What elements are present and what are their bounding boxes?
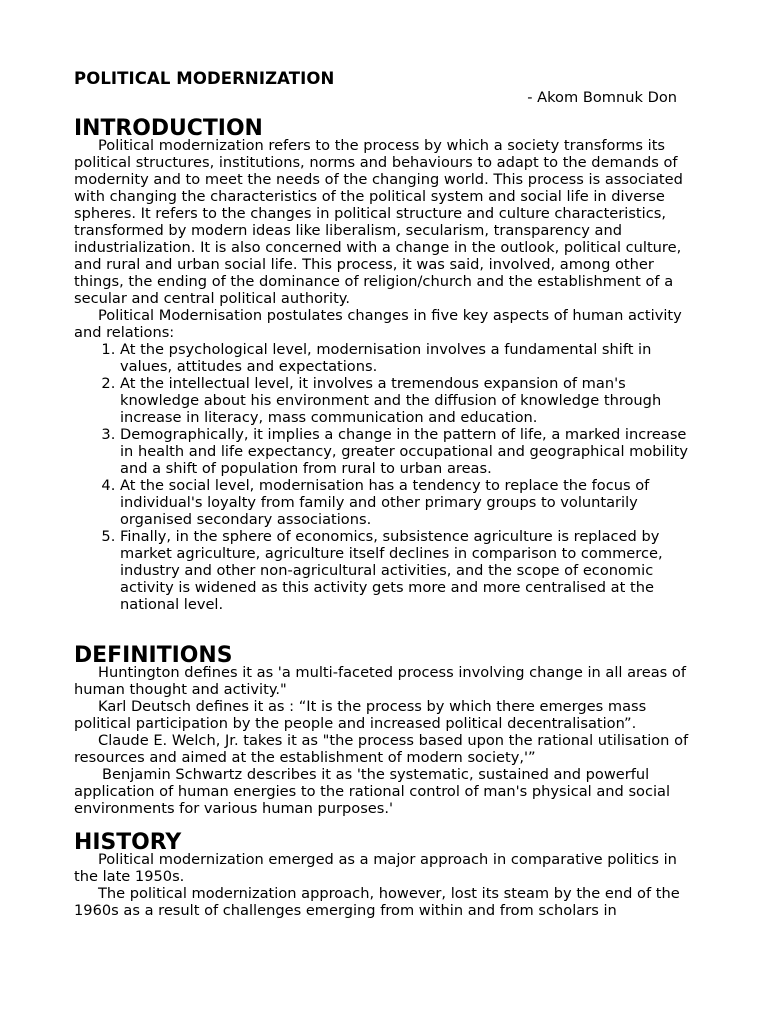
document-author: - Akom Bomnuk Don: [527, 89, 677, 106]
definition-huntington: Huntington defines it as 'a multi-faceted process involving change in all areas of human thought and activity.": [74, 664, 686, 698]
list-item: 1. At the psychological level, modernisation involves a fundamental shift in values, attitudes and expectations.: [120, 341, 704, 375]
definitions-section: [74, 643, 704, 817]
introduction-section: [74, 116, 704, 613]
list-item: 3. Demographically, it implies a change in the pattern of life, a marked increase in health and life expectancy, greater occupational and geographical mobility and a shift of population from rural to urban areas.: [120, 426, 704, 477]
definition-schwartz: Benjamin Schwartz describes it as 'the systematic, sustained and powerful application of human energies to the rational control of man's physical and social environments for various human purposes.': [74, 766, 671, 817]
history-paragraph-2: The political modernization approach, however, lost its steam by the end of the 1960s as a result of challenges emerging from within and from scholars in: [74, 885, 680, 919]
document-body: [74, 68, 704, 919]
history-paragraph-1: Political modernization emerged as a major approach in comparative politics in the late 1950s.: [74, 851, 677, 885]
definition-welch: Claude E. Welch, Jr. takes it as "the process based upon the rational utilisation of resources and aimed at the establishment of modern society,'”: [74, 732, 689, 766]
introduction-paragraph-2: Political Modernisation postulates changes in five key aspects of human activity and relations:: [74, 307, 682, 341]
introduction-heading: INTRODUCTION: [74, 116, 263, 141]
history-heading: HISTORY: [74, 830, 182, 855]
aspects-list: [74, 341, 704, 613]
spacer: [74, 613, 704, 647]
definition-deutsch: Karl Deutsch defines it as : “It is the process by which there emerges mass political participation by the people and increased political decentralisation”.: [74, 698, 647, 732]
document-title: POLITICAL MODERNIZATION: [74, 69, 335, 88]
history-section: [74, 830, 704, 919]
list-item: 5. Finally, in the sphere of economics, subsistence agriculture is replaced by market agriculture, agriculture itself declines in comparison to commerce, industry and other non-agricultural activities, and the scope of economic activity is widened as this activity gets more and more centralised at the national level.: [120, 528, 704, 613]
definitions-heading: DEFINITIONS: [74, 643, 233, 668]
list-item: 4. At the social level, modernisation has a tendency to replace the focus of individual's loyalty from family and other primary groups to voluntarily organised secondary associations.: [120, 477, 704, 528]
introduction-paragraph-1: Political modernization refers to the process by which a society transforms its political structures, institutions, norms and behaviours to adapt to the demands of modernity and to meet the needs of the changing world. This process is associated with changing the characteristics of the political system and social life in diverse spheres. It refers to the changes in political structure and culture characteristics, transformed by modern ideas like liberalism, secularism, transparency and industrialization. It is also concerned with a change in the outlook, political culture, and rural and urban social life. This process, it was said, involved, among other things, the ending of the dominance of religion/church and the establishment of a secular and central political authority.: [74, 137, 683, 307]
list-item: 2. At the intellectual level, it involves a tremendous expansion of man's knowledge about his environment and the diffusion of knowledge through increase in literacy, mass communication and education.: [120, 375, 704, 426]
